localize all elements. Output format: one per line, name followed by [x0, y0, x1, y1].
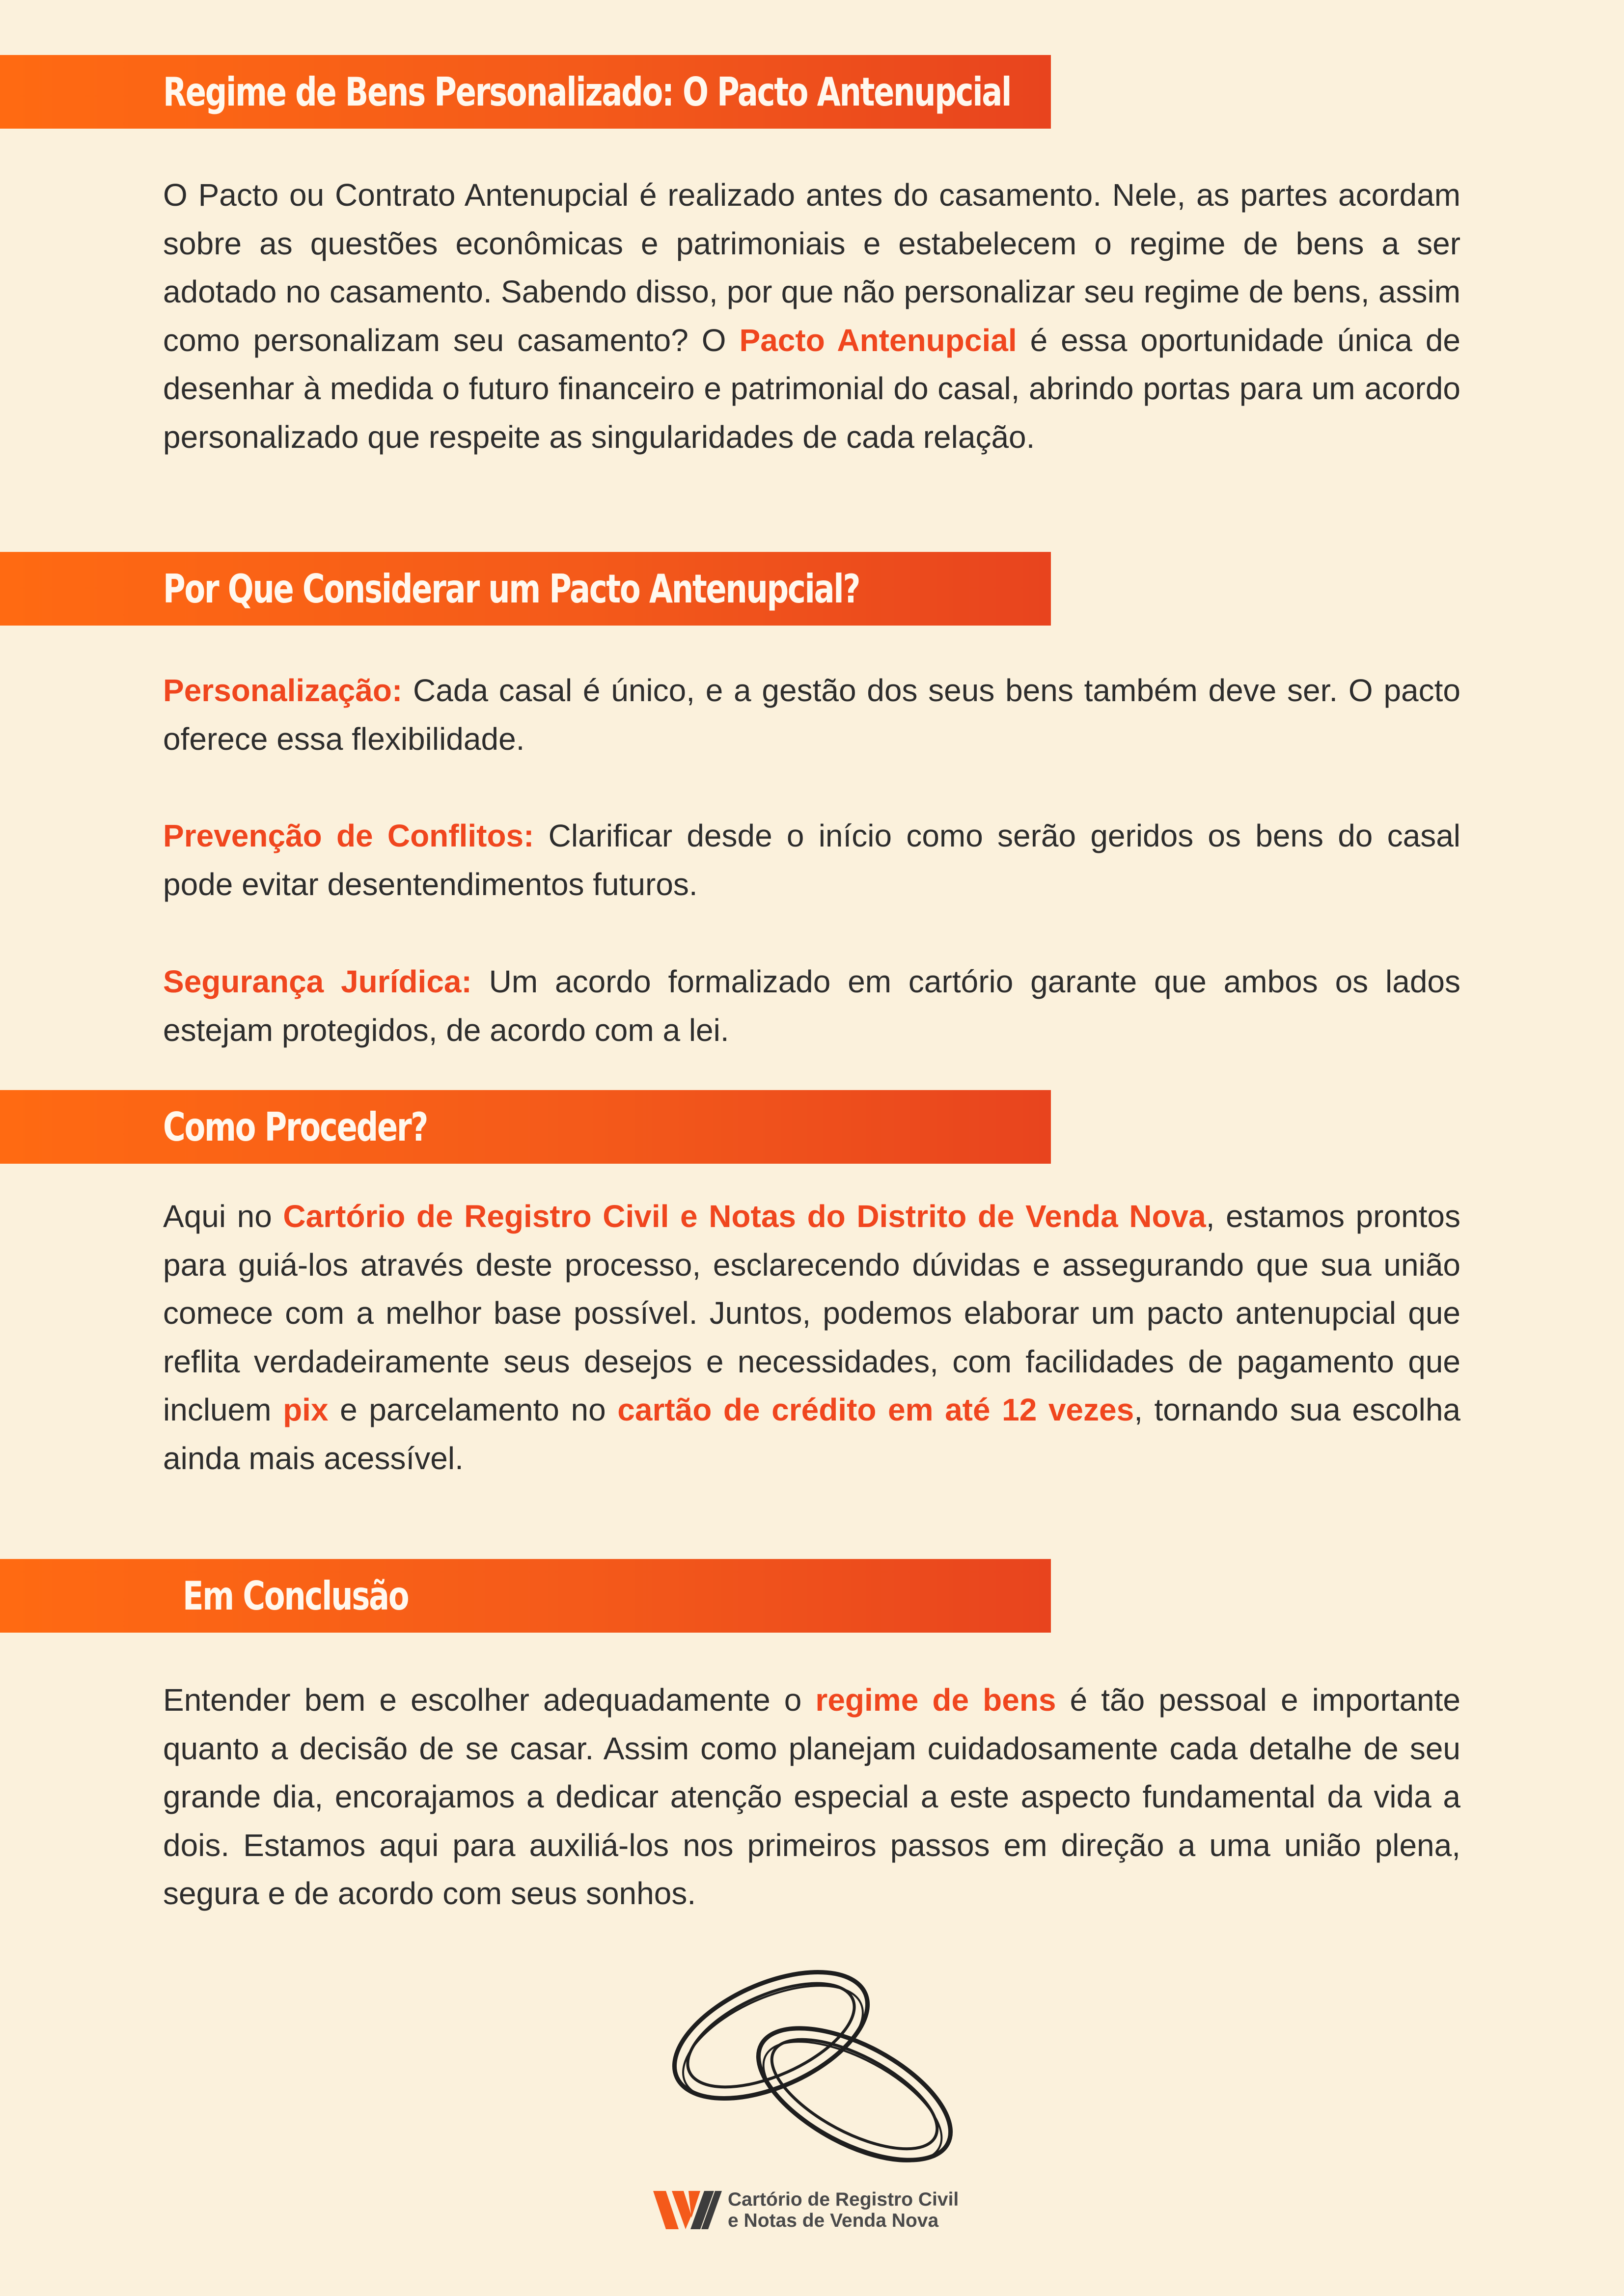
- highlight-pix: pix: [283, 1392, 329, 1427]
- intro-text-a: O Pacto ou Contrato Antenupcial é realizado antes do casamento. Nele, as partes acordam sobre as questões econômicas e patrimoniais e estabelecem o regime de bens a ser adotado no casamento. Sabendo disso, por que não personalizar seu regime de bens, assim como personalizam seu casamento? O: [163, 177, 1460, 358]
- reason-personalizacao: [163, 666, 1460, 763]
- proceed-text: Aqui no: [163, 1199, 283, 1234]
- logo-text: [728, 2189, 959, 2231]
- reason-label: Prevenção de Conflitos:: [163, 818, 534, 853]
- section-banner-pacto: [0, 55, 1051, 129]
- reason-text: Clarificar desde o início como serão geridos os bens do casal pode evitar desentendimentos futuros.: [163, 818, 1461, 902]
- conclusion-text: é tão pessoal e importante quanto a decisão de se casar. Assim como planejam cuidadosamente cada detalhe de seu grande dia, encorajamos a dedicar atenção especial a este aspecto fundamental da vida a dois. Estamos aqui para auxiliá-los nos primeiros passos em direção a uma união plena, segura e de acordo com seus sonhos.: [163, 1682, 1461, 1911]
- proceed-text: , estamos prontos para guiá-los através deste processo, esclarecendo dúvidas e assegurando que sua união comece com a melhor base possível. Juntos, podemos elaborar um pacto antenupcial que reflita verdadeiramente seus desejos e necessidades, com facilidades de pagamento que incluem: [163, 1199, 1461, 1427]
- proceed-text: e parcelamento no: [328, 1392, 618, 1427]
- highlight-cartao: cartão de crédito em até 12 vezes: [617, 1392, 1134, 1427]
- intro-paragraph: [163, 171, 1460, 461]
- logo-line-1: Cartório de Registro Civil: [728, 2189, 959, 2210]
- reason-text: Cada casal é único, e a gestão dos seus bens também deve ser. O pacto oferece essa flexibilidade.: [163, 673, 1460, 757]
- reason-label: Personalização:: [163, 673, 403, 708]
- logo-line-2: e Notas de Venda Nova: [728, 2210, 939, 2231]
- section-banner-conclusao: [0, 1559, 1051, 1633]
- proceed-text: , tornando sua escolha ainda mais acessível.: [163, 1392, 1461, 1476]
- reason-label: Segurança Jurídica:: [163, 964, 472, 999]
- intro-text-b: é essa oportunidade única de desenhar à medida o futuro financeiro e patrimonial do casal, abrindo portas para um acordo personalizado que respeite as singularidades de cada relação.: [163, 322, 1461, 455]
- proceed-paragraph: [163, 1192, 1460, 1482]
- conclusion-paragraph: [163, 1676, 1460, 1918]
- wedding-rings-icon: [658, 1969, 963, 2165]
- section-title: Regime de Bens Personalizado: O Pacto Antenupcial: [163, 69, 1011, 115]
- section-banner-como-proceder: [0, 1090, 1051, 1164]
- section-title: Em Conclusão: [183, 1573, 409, 1619]
- reason-seguranca: [163, 957, 1460, 1054]
- reason-text: Um acordo formalizado em cartório garante que ambos os lados estejam protegidos, de acordo com a lei.: [163, 964, 1461, 1048]
- reason-prevencao: [163, 812, 1460, 908]
- logo-mark-icon: [653, 2191, 722, 2229]
- highlight-cartorio: Cartório de Registro Civil e Notas do Distrito de Venda Nova: [283, 1199, 1206, 1234]
- section-title: Como Proceder?: [163, 1104, 428, 1150]
- footer-logo: [653, 2185, 997, 2234]
- highlight-pacto: Pacto Antenupcial: [739, 322, 1017, 358]
- section-banner-porque: [0, 552, 1051, 626]
- highlight-regime: regime de bens: [815, 1682, 1056, 1718]
- conclusion-text: Entender bem e escolher adequadamente o: [163, 1682, 816, 1718]
- section-title: Por Que Considerar um Pacto Antenupcial?: [163, 566, 860, 612]
